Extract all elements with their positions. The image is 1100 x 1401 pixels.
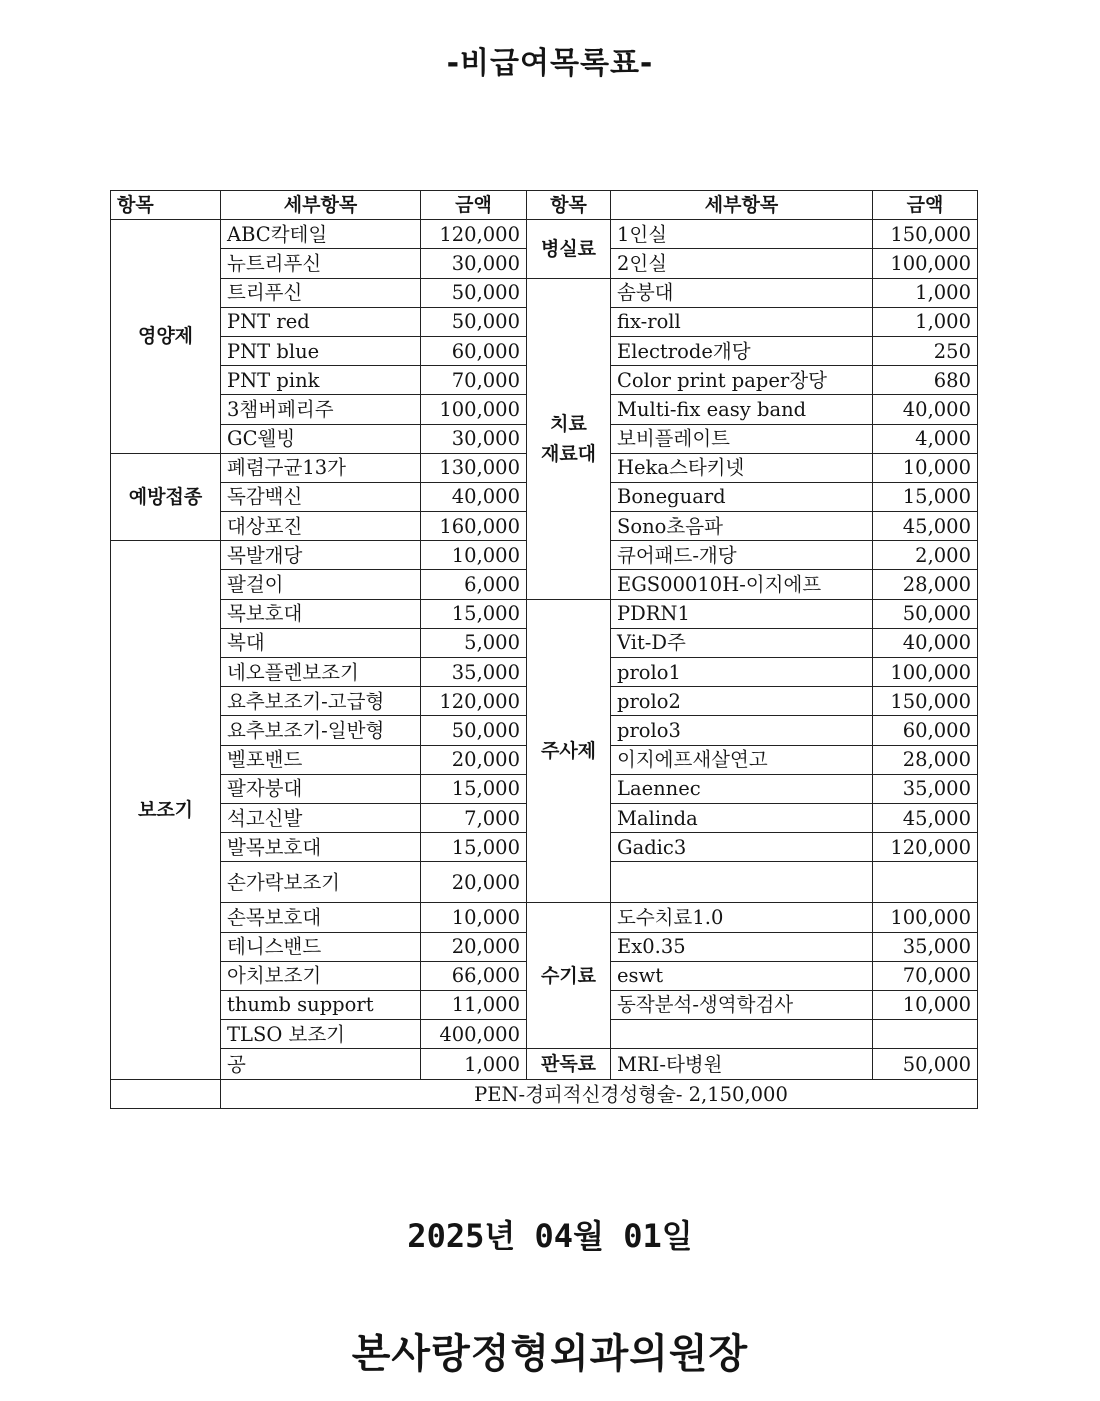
item-name: 목발개당: [221, 541, 421, 570]
item-name: GC웰빙: [221, 424, 421, 453]
item-amount: 10,000: [421, 903, 527, 932]
item-name: 이지에프새살연고: [611, 745, 873, 774]
item-amount: 15,000: [873, 482, 978, 511]
item-amount: 150,000: [873, 220, 978, 249]
item-amount: 30,000: [421, 249, 527, 278]
item-amount: 45,000: [873, 803, 978, 832]
item-amount: 1,000: [873, 307, 978, 336]
item-name: Electrode개당: [611, 336, 873, 365]
header-detail-2: 세부항목: [611, 191, 873, 220]
item-name: ABC칵테일: [221, 220, 421, 249]
header-detail: 세부항목: [221, 191, 421, 220]
item-name: EGS00010H-이지에프: [611, 570, 873, 599]
item-name: Ex0.35: [611, 932, 873, 961]
item-name: prolo2: [611, 687, 873, 716]
item-name: eswt: [611, 961, 873, 990]
item-name: MRI-타병원: [611, 1049, 873, 1080]
table-row: [111, 599, 978, 628]
item-amount: 6,000: [421, 570, 527, 599]
item-name: 2인실: [611, 249, 873, 278]
item-name: PNT blue: [221, 336, 421, 365]
item-amount: 70,000: [873, 961, 978, 990]
footer-row: [111, 1080, 978, 1109]
item-name: [611, 1020, 873, 1049]
item-name: 대상포진: [221, 512, 421, 541]
category-manual: 수기료: [527, 903, 611, 1049]
item-amount: 11,000: [421, 990, 527, 1019]
item-amount: 5,000: [421, 628, 527, 657]
item-name: 요추보조기-일반형: [221, 716, 421, 745]
item-amount: 40,000: [873, 628, 978, 657]
item-amount: 100,000: [873, 249, 978, 278]
item-name: 복대: [221, 628, 421, 657]
item-name: 목보호대: [221, 599, 421, 628]
table-row: [111, 1049, 978, 1080]
item-name: fix-roll: [611, 307, 873, 336]
item-amount: 100,000: [873, 903, 978, 932]
fee-table-body: [111, 191, 978, 1109]
item-name: Color print paper장당: [611, 366, 873, 395]
header-row: [111, 191, 978, 220]
item-name: 발목보호대: [221, 833, 421, 862]
item-name: 뉴트리푸신: [221, 249, 421, 278]
item-amount: 50,000: [873, 599, 978, 628]
fee-table: [110, 190, 978, 1109]
item-amount: 4,000: [873, 424, 978, 453]
item-name: Sono초음파: [611, 512, 873, 541]
item-name: 큐어패드-개당: [611, 541, 873, 570]
item-amount: 7,000: [421, 803, 527, 832]
item-name: Gadic3: [611, 833, 873, 862]
header-category: 항목: [111, 191, 221, 220]
item-amount: 50,000: [873, 1049, 978, 1080]
item-name: PNT pink: [221, 366, 421, 395]
category-injection: 주사제: [527, 599, 611, 903]
category-reading: 판독료: [527, 1049, 611, 1080]
table-row: [111, 278, 978, 307]
item-name: 트리푸신: [221, 278, 421, 307]
item-amount: 10,000: [873, 990, 978, 1019]
item-amount: 35,000: [873, 932, 978, 961]
item-amount: 120,000: [421, 687, 527, 716]
item-name: PNT red: [221, 307, 421, 336]
clinic-name: 본사랑정형외과의원장: [351, 1331, 749, 1377]
item-name: [611, 862, 873, 903]
item-amount: 28,000: [873, 570, 978, 599]
item-name: 솜붕대: [611, 278, 873, 307]
item-amount: 680: [873, 366, 978, 395]
item-amount: 20,000: [421, 932, 527, 961]
item-name: Laennec: [611, 774, 873, 803]
item-amount: 15,000: [421, 774, 527, 803]
item-name: thumb support: [221, 990, 421, 1019]
item-name: Boneguard: [611, 482, 873, 511]
item-amount: 15,000: [421, 833, 527, 862]
header-category-2: 항목: [527, 191, 611, 220]
item-name: 공: [221, 1049, 421, 1080]
item-name: Multi-fix easy band: [611, 395, 873, 424]
item-amount: 30,000: [421, 424, 527, 453]
category-nutrition: 영양제: [111, 220, 221, 454]
item-name: 네오플렌보조기: [221, 658, 421, 687]
item-amount: 120,000: [873, 833, 978, 862]
item-amount: 150,000: [873, 687, 978, 716]
item-amount: 10,000: [873, 453, 978, 482]
category-materials: 치료 재료대: [527, 278, 611, 599]
item-amount: 15,000: [421, 599, 527, 628]
item-name: Heka스타키넷: [611, 453, 873, 482]
item-name: 팔자붕대: [221, 774, 421, 803]
category-room: 병실료: [527, 220, 611, 278]
item-amount: 35,000: [421, 658, 527, 687]
item-name: 보비플레이트: [611, 424, 873, 453]
item-amount: 20,000: [421, 862, 527, 903]
item-amount: 60,000: [873, 716, 978, 745]
item-amount: 28,000: [873, 745, 978, 774]
pen-procedure-note: PEN-경피적신경성형술- 2,150,000: [221, 1080, 978, 1109]
category-vaccination: 예방접종: [111, 453, 221, 541]
item-amount: [873, 862, 978, 903]
item-name: 1인실: [611, 220, 873, 249]
item-name: Vit-D주: [611, 628, 873, 657]
item-name: 독감백신: [221, 482, 421, 511]
item-amount: 130,000: [421, 453, 527, 482]
item-amount: 10,000: [421, 541, 527, 570]
item-amount: 40,000: [873, 395, 978, 424]
item-name: 팔걸이: [221, 570, 421, 599]
category-orthosis: 보조기: [111, 541, 221, 1080]
item-amount: 50,000: [421, 716, 527, 745]
item-amount: 120,000: [421, 220, 527, 249]
item-name: 벨포밴드: [221, 745, 421, 774]
item-amount: 100,000: [421, 395, 527, 424]
item-amount: 250: [873, 336, 978, 365]
item-amount: 45,000: [873, 512, 978, 541]
item-name: 손가락보조기: [221, 862, 421, 903]
item-name: 테니스밴드: [221, 932, 421, 961]
item-amount: 20,000: [421, 745, 527, 774]
item-name: 3챔버페리주: [221, 395, 421, 424]
item-amount: 50,000: [421, 307, 527, 336]
table-row: [111, 220, 978, 249]
table-row: [111, 903, 978, 932]
item-amount: 400,000: [421, 1020, 527, 1049]
item-amount: 2,000: [873, 541, 978, 570]
item-name: prolo3: [611, 716, 873, 745]
item-amount: 40,000: [421, 482, 527, 511]
item-amount: 35,000: [873, 774, 978, 803]
item-name: 아치보조기: [221, 961, 421, 990]
item-amount: 70,000: [421, 366, 527, 395]
item-amount: 1,000: [873, 278, 978, 307]
item-amount: 60,000: [421, 336, 527, 365]
header-amount-2: 금액: [873, 191, 978, 220]
item-name: 석고신발: [221, 803, 421, 832]
item-name: TLSO 보조기: [221, 1020, 421, 1049]
item-name: prolo1: [611, 658, 873, 687]
item-name: 도수치료1.0: [611, 903, 873, 932]
item-name: 요추보조기-고급형: [221, 687, 421, 716]
item-name: 손목보호대: [221, 903, 421, 932]
item-name: Malinda: [611, 803, 873, 832]
header-amount: 금액: [421, 191, 527, 220]
item-name: PDRN1: [611, 599, 873, 628]
item-amount: [873, 1020, 978, 1049]
item-amount: 100,000: [873, 658, 978, 687]
document-title: -비급여목록표-: [446, 46, 654, 81]
footer-blank: [111, 1080, 221, 1109]
item-name: 폐렴구균13가: [221, 453, 421, 482]
issue-date: 2025년 04월 01일: [407, 1217, 693, 1255]
item-amount: 1,000: [421, 1049, 527, 1080]
item-name: 동작분석-생역학검사: [611, 990, 873, 1019]
item-amount: 50,000: [421, 278, 527, 307]
item-amount: 160,000: [421, 512, 527, 541]
item-amount: 66,000: [421, 961, 527, 990]
